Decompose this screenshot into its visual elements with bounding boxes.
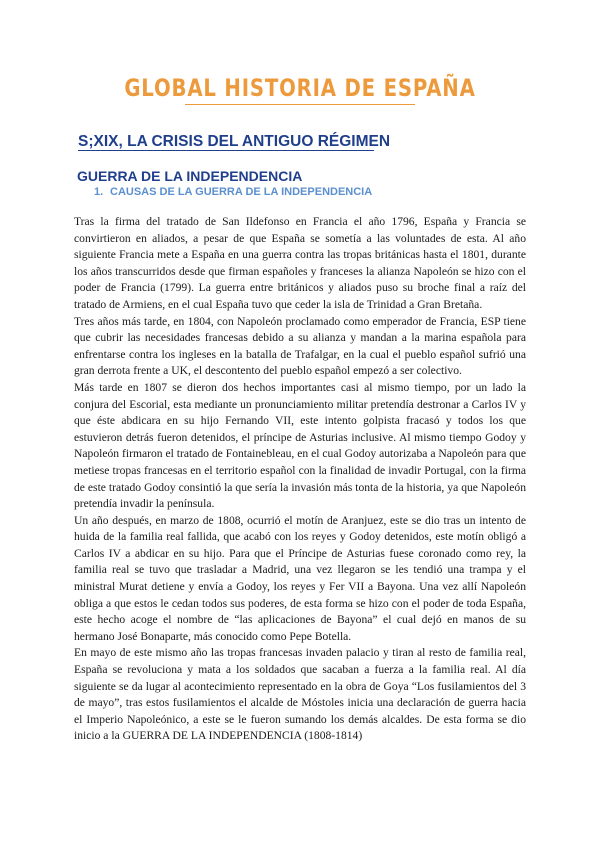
heading-text: CAUSAS DE LA GUERRA DE LA INDEPENDENCIA (110, 186, 373, 198)
paragraph: Más tarde en 1807 se dieron dos hechos importantes casi al mismo tiempo, por un lado la conjura del Escorial, esta mediante un pronunciamiento militar pretendía destronar a Carlos IV y que éste abdicara en su hijo Fernando VII, este intento golpista fracasó y todos los que estuvieron detrás fueron detenidos, el príncipe de Asturias inclusive. Al mismo tiempo Godoy y Napoleón firmaron el tratado de Fontainebleau, en el cual Godoy autorizaba a Napoleón para que metiese tropas francesas en el territorio español con la finalidad de invadir Portugal, con la firma de este tratado Godoy consintió la que sería la invasión más tonta de la historia, ya que Napoleón pretendía invadir la península. (74, 380, 526, 511)
heading-number: 1. (94, 186, 104, 198)
subsection-heading: GUERRA DE LA INDEPENDENCIA (77, 168, 303, 184)
numbered-heading (94, 186, 372, 198)
body-text (74, 214, 526, 745)
paragraph: En mayo de este mismo año las tropas francesas invaden palacio y tiran al resto de familia real, España se revoluciona y mata a los soldados que sacaban a fuerza a la familia real. Al día siguiente se da lugar al acontecimiento representado en la obra de Goya “Los fusilamientos del 3 de mayo”, tras estos fusilamientos el alcalde de Móstoles inicia una declaración de guerra hacia el Imperio Napoleónico, a este se le fueron sumando los demás alcaldes. De esta forma se dio inicio a la GUERRA DE LA INDEPENDENCIA (1808-1814) (74, 646, 526, 743)
paragraph: Tres años más tarde, en 1804, con Napoleón proclamado como emperador de Francia, ESP tiene que cubrir las necesidades francesas debido a su alianza y mandan a la marina española para enfrentarse contra los ingleses en la batalla de Trafalgar, en la cual el pueblo español sufrió una gran derrota frente a UK, el descontento del pueblo español empezó a ser colectivo. (74, 314, 526, 378)
page-title: GLOBAL HISTORIA DE ESPAÑA (124, 74, 476, 102)
section-underline (78, 150, 374, 151)
title-underline (185, 104, 415, 105)
paragraph: Tras la firma del tratado de San Ildefonso en Francia el año 1796, España y Francia se convirtieron en aliados, a pesar de que España se sometía a las voluntades de esta. Al año siguiente Francia mete a España en una guerra contra las tropas británicas hasta el 1801, durante los años transcurridos desde que firman españoles y franceses la alianza Napoleón se hizo con el poder de Francia (1799). La guerra entre británicos y aliados puso su broche final a raíz del tratado de Armiens, en el cual España tuvo que ceder la isla de Trinidad a Gran Bretaña. (74, 215, 526, 311)
section-heading: S;XIX, LA CRISIS DEL ANTIGUO RÉGIMEN (78, 133, 391, 150)
paragraph: Un año después, en marzo de 1808, ocurrió el motín de Aranjuez, este se dio tras un intento de huida de la familia real fallida, que acabó con los reyes y Godoy detenidos, este motín obligó a Carlos IV a abdicar en su hijo. Para que el Príncipe de Asturias fuese coronado como rey, la familia real se tuvo que trasladar a Madrid, una vez llegaron se les tendió una trampa y el ministral Murat detiene y envía a Godoy, los reyes y Fer VII a Bayona. Una vez allí Napoleón obliga a que estos le cedan todos sus poderes, de esta forma se hizo con el poder de toda España, este hecho acoge el nombre de “las aplicaciones de Bayona” el cual dejó en manos de su hermano José Bonaparte, más conocido como Pepe Botella. (74, 513, 526, 643)
